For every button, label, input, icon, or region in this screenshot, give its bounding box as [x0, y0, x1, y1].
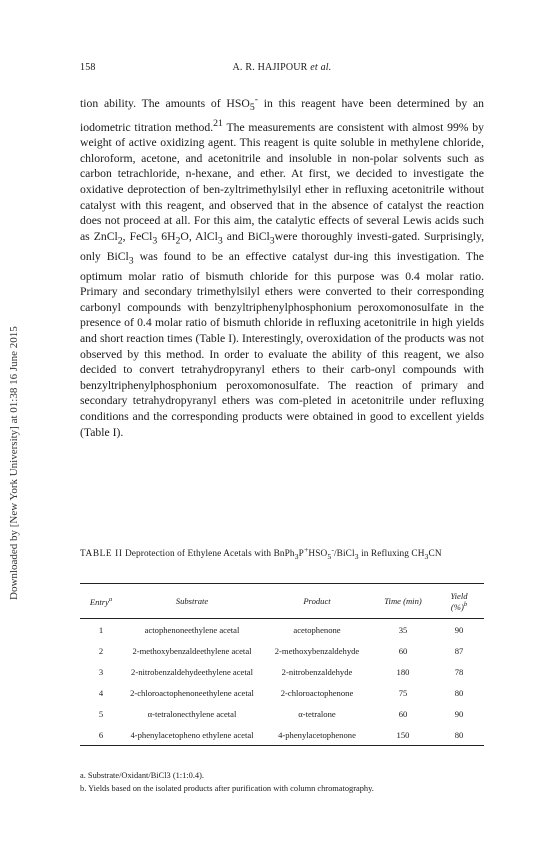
- cell-entry: 5: [98, 708, 104, 719]
- table-row: [80, 661, 484, 682]
- column-header-yield: Yield (%)$^b$: [434, 584, 484, 619]
- cell-entry: 2: [98, 645, 104, 656]
- table-row: [80, 724, 484, 746]
- cell-substrate: α-tetralonecthylene acetal: [147, 708, 237, 719]
- results-table: [80, 583, 484, 746]
- cell-yield: 80: [434, 724, 484, 746]
- cell-product: α-tetralone: [298, 708, 336, 719]
- cell-entry: 1: [98, 624, 104, 635]
- cell-product: 2-nitrobenzaldehyde: [281, 666, 353, 677]
- running-head: [80, 62, 484, 73]
- footnote: b. Yields based on the isolated products after purification with column chromatography.: [80, 783, 374, 793]
- download-watermark: Downloaded by [New York University] at 01:38 16 June 2015: [8, 326, 20, 600]
- table-caption-text: Deprotection of Ethylene Acetals with $BnPh_3P^+HSO_5^-/BiCl_3$ in Refluxing $CH_3CN$: [124, 545, 442, 561]
- cell-yield: 90: [454, 708, 464, 719]
- cell-product: 4-phenylacetophenone: [262, 724, 372, 746]
- running-head-etal: et al.: [310, 62, 332, 73]
- footnote: a. Substrate/Oxidant/BiCl3 (1:1:0.4).: [80, 771, 204, 780]
- cell-time: 150: [372, 724, 434, 746]
- cell-yield: 78: [454, 666, 464, 677]
- table-footnotes: [80, 770, 484, 795]
- cell-entry: 4: [98, 687, 104, 698]
- column-header-time: Time (min): [372, 584, 434, 619]
- cell-yield: 80: [454, 687, 464, 698]
- cell-entry: 3: [98, 666, 104, 677]
- cell-substrate: 2-nitrobenzaldehydeethylene acetal: [131, 666, 253, 677]
- column-header-substrate: Substrate: [122, 584, 262, 619]
- table-row: [80, 703, 484, 724]
- cell-yield: 87: [454, 645, 464, 656]
- column-header-product: Product: [262, 584, 372, 619]
- table-row: [80, 682, 484, 703]
- table-caption: [80, 543, 484, 563]
- cell-yield: 90: [454, 624, 464, 635]
- table-body: [80, 619, 484, 746]
- cell-product: acetophenone: [293, 624, 341, 635]
- cell-time: 60: [398, 708, 408, 719]
- cell-product: 2-methoxybenzaldehyde: [274, 645, 360, 656]
- cell-substrate: 2-chloroactophenoneethylene acetal: [130, 687, 254, 698]
- cell-substrate: 2-methoxybenzaldeethylene acetal: [132, 645, 252, 656]
- cell-time: 35: [398, 624, 408, 635]
- cell-time: 75: [398, 687, 408, 698]
- table-row: [80, 619, 484, 641]
- cell-time: 60: [398, 645, 408, 656]
- table-label: TABLE II: [80, 549, 123, 560]
- running-head-authors: A. R. HAJIPOUR: [232, 62, 308, 73]
- column-header-entry: Entry$^a$: [80, 584, 122, 619]
- cell-product: 2-chloroactophenone: [280, 687, 354, 698]
- cell-entry: 6: [80, 724, 122, 746]
- table-row: [80, 640, 484, 661]
- cell-substrate: actophenoneethylene acetal: [144, 624, 240, 635]
- table-header-row: [80, 584, 484, 619]
- page-number: 158: [80, 62, 96, 73]
- body-paragraph: [80, 92, 484, 440]
- body-paragraph-text: tion ability. The amounts of $HSO_5^-$ in this reagent have been determined by an iodometric titration method.$^{21}$ The measurements are consistent with almost 99% by weight of active oxidizing agent. This reagent is quite soluble in methylene chloride, chloroform, acetone, and acetonitrile and insoluble in non-polar solvents such as carbon tetrachloride, n-hexane, and ether. At first, we decided to investigate the oxidative deprotection of ben-zyltrimethylsilyl ether in refluxing acetonitrile without catalyst with this reagent, and observed that in the absence of catalyst the reaction does not proceed at all. For this aim, the catalytic effects of several Lewis acids such as ZnCl$_2$, FeCl$_3$ $6H_2O$, AlCl$_3$ and BiCl$_3$were thoroughly investi-gated. Surprisingly, only BiCl$_3$ was found to be an effective catalyst dur-ing this investigation. The optimum molar ratio of bismuth chloride for this purpose was 0.4 molar ratio. Primary and secondary trimethylsilyl ethers were converted to their corresponding carbonyl compounds with benzyltriphenylphosphonium peroxomonosulfate in the presence of 0.4 molar ratio of bismuth chloride in refluxing acetonitrile in high yields and short reaction times (Table I). Interestingly, overoxidation of the products was not observed by this method. In order to evaluate the ability of this reagent, we also decided to convert tetrahydropyranyl ethers to their carb-onyl compounds with benzyltriphenylphosphonium peroxomonosulfate. The reaction of primary and secondary tetrahydropyranyl ethers was com-pleted in acetonitrile under refluxing conditions and the corresponding products were obtained in good to excellent yields (Table I).: [80, 94, 484, 439]
- cell-substrate: 4-phenylacetopheno ethylene acetal: [122, 724, 262, 746]
- cell-time: 180: [396, 666, 410, 677]
